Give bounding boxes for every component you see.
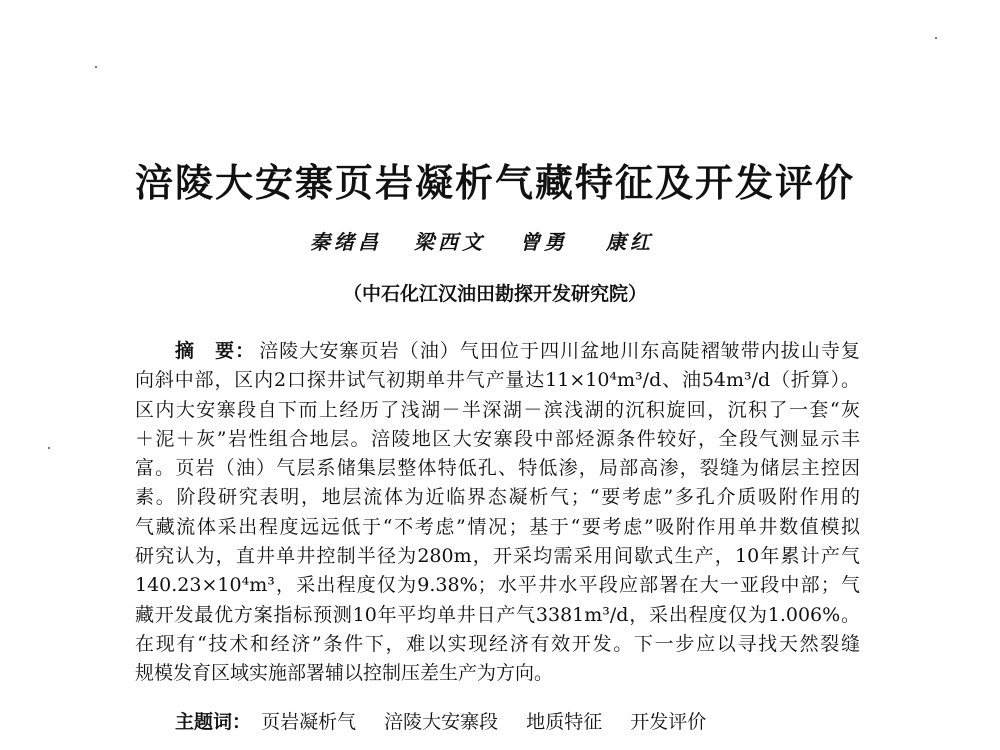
abstract-line [135, 337, 860, 366]
author-name: 秦绪昌 [310, 230, 382, 254]
keywords-label: 主题词： [175, 711, 252, 733]
abstract-text: 涪陵大安寨页岩（油）气田位于四川盆地川东高陡褶皱带内拔山寺复 [259, 340, 860, 362]
keyword: 涪陵大安寨段 [384, 711, 499, 733]
author-name: 康红 [606, 230, 654, 254]
abstract-line: 在现有“技术和经济”条件下，难以实现经济有效开发。下一步应以寻找天然裂缝 [135, 632, 860, 655]
abstract-line: 气藏流体采出程度远远低于“不考虑”情况；基于“要考虑”吸附作用单井数值模拟 [135, 515, 860, 538]
abstract-line: ＋泥＋灰”岩性组合地层。涪陵地区大安寨段中部烃源条件较好，全段气测显示丰 [135, 427, 860, 450]
scan-speck [48, 447, 50, 449]
author-name: 曾勇 [520, 230, 568, 254]
abstract-line: 140.23×10⁴m³，采出程度仅为9.38%；水平井水平段应部署在大一亚段中部；气 [135, 574, 860, 597]
keyword: 地质特征 [526, 711, 603, 733]
scan-speck [95, 66, 97, 68]
abstract-line: 向斜中部，区内2口探井试气初期单井气产量达11×10⁴m³/d、油54m³/d（折算）。 [135, 369, 860, 392]
keyword: 开发评价 [630, 711, 707, 733]
abstract-line: 藏开发最优方案指标预测10年平均单井日产气3381m³/d，采出程度仅为1.006%。 [135, 603, 860, 626]
abstract-line: 规模发育区域实施部署辅以控制压差生产为方向。 [135, 662, 554, 685]
abstract-line: 研究认为，直井单井控制半径为280m，开采均需采用间歇式生产，10年累计产气 [135, 545, 860, 568]
scan-speck [935, 37, 937, 39]
abstract-line: 区内大安寨段自下而上经历了浅湖－半深湖－滨浅湖的沉积旋回，沉积了一套“灰 [135, 398, 860, 421]
abstract-line: 富。页岩（油）气层系储集层整体特低孔、特低渗，局部高渗，裂缝为储层主控因 [135, 457, 860, 480]
author-list [310, 226, 680, 258]
keyword: 页岩凝析气 [261, 711, 357, 733]
abstract-label: 摘 要： [175, 340, 256, 362]
abstract-line: 素。阶段研究表明，地层流体为近临界态凝析气；“要考虑”多孔介质吸附作用的 [135, 486, 860, 509]
author-affiliation: （中石化江汉油田勘探开发研究院） [342, 283, 647, 305]
abstract [135, 337, 860, 689]
keywords [175, 707, 875, 734]
paper-title: 涪陵大安寨页岩凝析气藏特征及开发评价 [134, 161, 855, 205]
author-name: 梁西文 [414, 230, 486, 254]
